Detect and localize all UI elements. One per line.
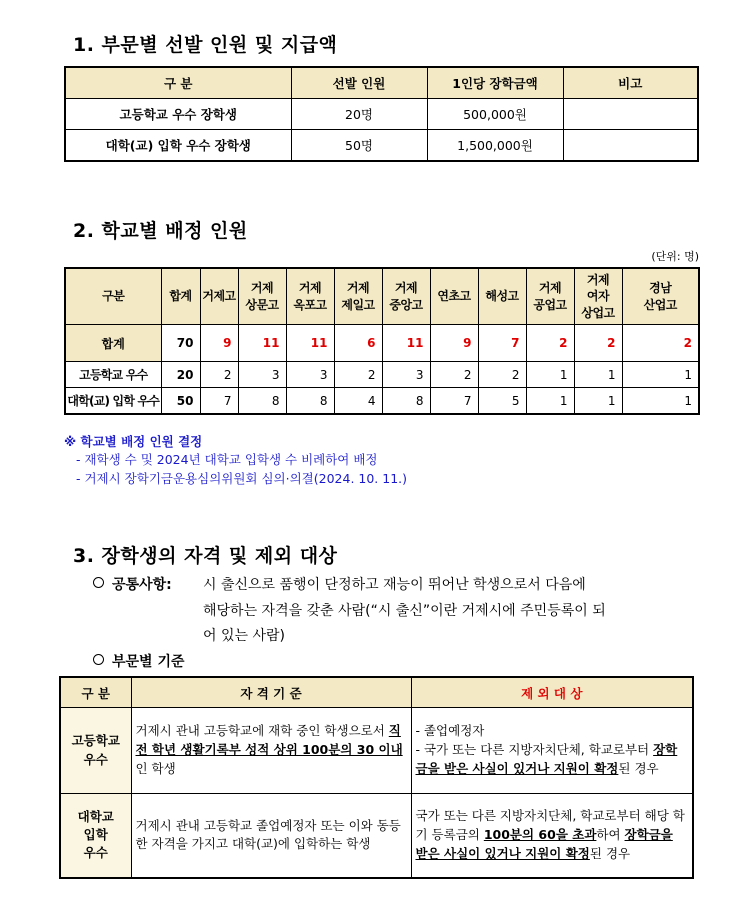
row-value: 1	[526, 362, 574, 388]
row-total: 70	[161, 325, 200, 362]
header-category: 구분	[65, 268, 161, 325]
row-value: 6	[334, 325, 382, 362]
row-value: 4	[334, 388, 382, 415]
row-value: 2	[526, 325, 574, 362]
circle-bullet-icon	[93, 654, 104, 665]
row-count: 20명	[291, 99, 427, 130]
common-criteria	[93, 574, 172, 594]
row-label: 대학(교) 입학 우수	[65, 388, 161, 415]
row-value: 1	[622, 388, 699, 415]
header-count: 선발 인원	[291, 67, 427, 99]
row-value: 1	[574, 388, 622, 415]
row-label: 고등학교 우수	[65, 362, 161, 388]
row-amount: 1,500,000원	[427, 130, 563, 162]
eligibility-table	[59, 676, 694, 879]
header-note: 비고	[563, 67, 698, 99]
table-row	[65, 99, 698, 130]
header-school: 거제고	[200, 268, 238, 325]
row-value: 2	[334, 362, 382, 388]
row-value: 1	[574, 362, 622, 388]
table-row	[65, 130, 698, 162]
row-exclusion: - 졸업예정자 - 국가 또는 다른 지방자치단체, 학교로부터 장학금을 받은 사실이 있거나 지원이 확정된 경우	[411, 708, 693, 794]
row-total: 50	[161, 388, 200, 415]
header-school: 거제 상문고	[238, 268, 286, 325]
row-exclusion: 국가 또는 다른 지방자치단체, 학교로부터 해당 학기 등록금의 100분의 60을 초과하여 장학금을 받은 사실이 있거나 지원이 확정된 경우	[411, 794, 693, 878]
common-label: 공통사항:	[112, 577, 172, 593]
table-row	[65, 362, 699, 388]
allocation-note-title: ※ 학교별 배정 인원 결정	[64, 434, 203, 449]
row-value: 11	[382, 325, 430, 362]
section1-title: 1. 부문별 선발 인원 및 지급액	[73, 34, 338, 56]
row-value: 8	[238, 388, 286, 415]
allocation-note-line: - 거제시 장학기금운용심의위원회 심의·의결(2024. 10. 11.)	[76, 471, 407, 486]
row-value: 8	[286, 388, 334, 415]
header-school: 거제 중앙고	[382, 268, 430, 325]
header-exclusion: 제 외 대 상	[411, 677, 693, 708]
unit-label: (단위: 명)	[651, 250, 699, 263]
row-value: 7	[430, 388, 478, 415]
row-value: 2	[622, 325, 699, 362]
row-value: 2	[430, 362, 478, 388]
row-value: 2	[574, 325, 622, 362]
header-total: 합계	[161, 268, 200, 325]
row-value: 3	[286, 362, 334, 388]
table-row	[60, 708, 693, 794]
row-value: 1	[526, 388, 574, 415]
header-category: 구 분	[60, 677, 131, 708]
row-amount: 500,000원	[427, 99, 563, 130]
row-value: 8	[382, 388, 430, 415]
header-school: 경남 산업고	[622, 268, 699, 325]
header-school: 거제 여자 상업고	[574, 268, 622, 325]
common-text-line: 해당하는 자격을 갖춘 사람(“시 출신”이란 거제시에 주민등록이 되	[203, 603, 606, 619]
row-category: 대학교 입학 우수	[60, 794, 131, 878]
row-name: 대학(교) 입학 우수 장학생	[65, 130, 291, 162]
header-school: 해성고	[478, 268, 526, 325]
row-value: 3	[382, 362, 430, 388]
row-count: 50명	[291, 130, 427, 162]
table-row	[65, 388, 699, 415]
header-school: 연초고	[430, 268, 478, 325]
criteria-label: 부문별 기준	[112, 654, 185, 670]
row-total: 20	[161, 362, 200, 388]
header-category: 구 분	[65, 67, 291, 99]
common-text-line: 어 있는 사람)	[203, 628, 285, 644]
selection-table	[64, 66, 699, 162]
common-text-line: 시 출신으로 품행이 단정하고 재능이 뛰어난 학생으로서 다음에	[203, 577, 586, 593]
header-school: 거제 공업고	[526, 268, 574, 325]
row-value: 1	[622, 362, 699, 388]
row-label: 합계	[65, 325, 161, 362]
header-school: 거제 옥포고	[286, 268, 334, 325]
row-value: 2	[200, 362, 238, 388]
header-qualification: 자 격 기 준	[131, 677, 411, 708]
criteria-heading	[93, 651, 185, 671]
row-note	[563, 99, 698, 130]
circle-bullet-icon	[93, 577, 104, 588]
row-note	[563, 130, 698, 162]
row-qualification: 거제시 관내 고등학교 졸업예정자 또는 이와 동등한 자격을 가지고 대학(교)에 입학하는 학생	[131, 794, 411, 878]
row-value: 2	[478, 362, 526, 388]
row-qualification: 거제시 관내 고등학교에 재학 중인 학생으로서 직전 학년 생활기록부 성적 상위 100분의 30 이내인 학생	[131, 708, 411, 794]
row-value: 3	[238, 362, 286, 388]
row-name: 고등학교 우수 장학생	[65, 99, 291, 130]
allocation-note-line: - 재학생 수 및 2024년 대학교 입학생 수 비례하여 배정	[76, 452, 378, 467]
row-category: 고등학교 우수	[60, 708, 131, 794]
section3-title: 3. 장학생의 자격 및 제외 대상	[73, 545, 338, 567]
table-row	[65, 325, 699, 362]
header-school: 거제 제일고	[334, 268, 382, 325]
table-row	[60, 794, 693, 878]
row-value: 5	[478, 388, 526, 415]
row-value: 11	[238, 325, 286, 362]
allocation-table	[64, 267, 700, 415]
header-amount: 1인당 장학금액	[427, 67, 563, 99]
section2-title: 2. 학교별 배정 인원	[73, 220, 248, 242]
row-value: 11	[286, 325, 334, 362]
row-value: 9	[430, 325, 478, 362]
row-value: 9	[200, 325, 238, 362]
row-value: 7	[200, 388, 238, 415]
row-value: 7	[478, 325, 526, 362]
